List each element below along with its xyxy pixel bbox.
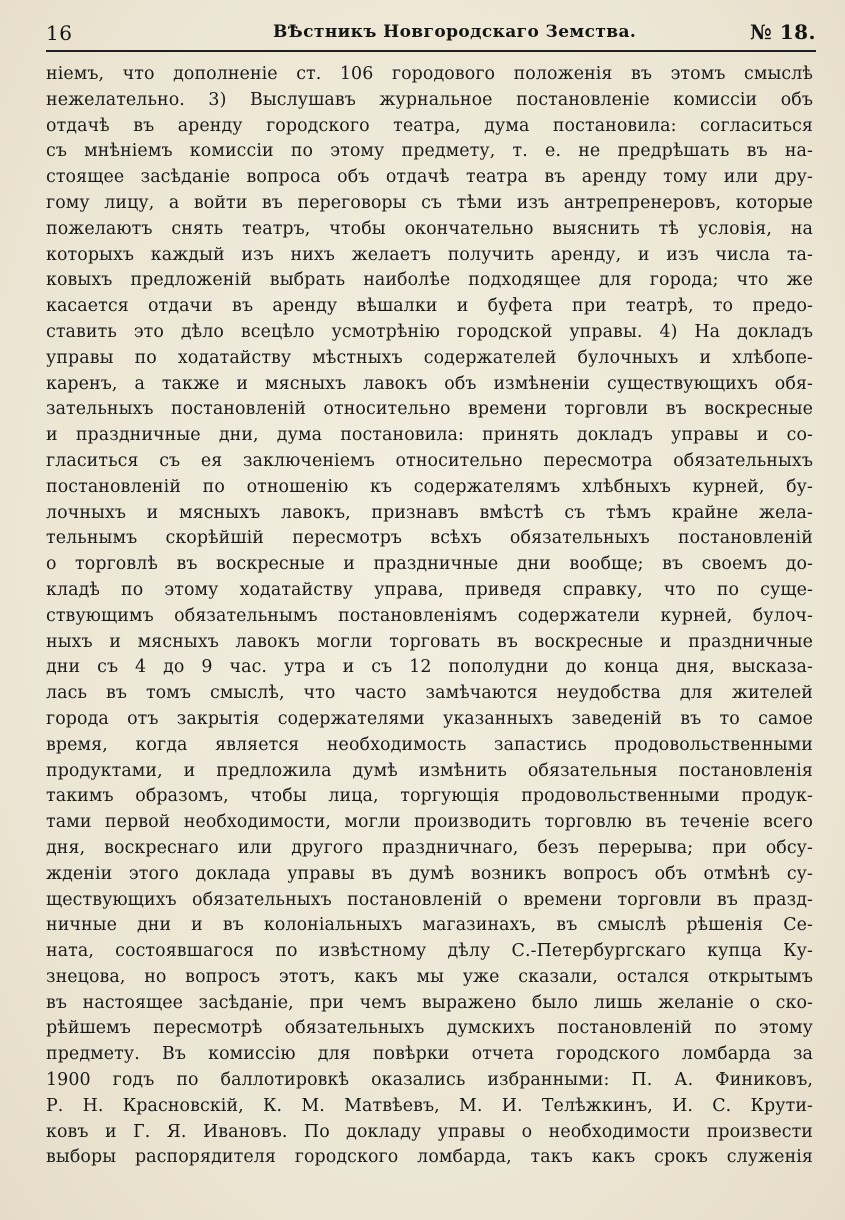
text-line: ковъ и Г. Я. Ивановъ. По докладу управы о необходимости произвести (46, 1121, 813, 1142)
text-line: ствующимъ обязательнымъ постановленіямъ содержатели курней, булоч- (46, 605, 813, 626)
text-line: управы по ходатайству мѣстныхъ содержателей булочныхъ и хлѣбопе- (46, 347, 813, 368)
text-line: ставить это дѣло всецѣло усмотрѣнію городской управы. 4) На докладъ (46, 321, 813, 342)
text-line: ніемъ, что дополненіе ст. 106 городового положенія въ этомъ смыслѣ (46, 64, 813, 84)
text-line: ната, состоявшагося по извѣстному дѣлу С.-Петербургскаго купца Ку- (46, 941, 813, 962)
text-line: каренъ, а также и мясныхъ лавокъ объ измѣненіи существующихъ обя- (46, 373, 813, 394)
text-line: ществующихъ обязательныхъ постановленій о времени торговли въ празд- (46, 889, 813, 910)
issue-number: № 18. (750, 20, 816, 44)
text-line: Р. Н. Красновскій, К. М. Матвѣевъ, М. И. Телѣжкинъ, И. С. Крути- (46, 1095, 813, 1116)
text-line: отдачѣ въ аренду городского театра, дума постановила: согласиться (46, 115, 813, 136)
text-line: въ настоящее засѣданіе, при чемъ выражено было лишь желаніе о ско- (46, 992, 813, 1013)
text-line: такимъ образомъ, чтобы лица, торгующія продовольственными продук- (46, 786, 813, 807)
text-line: продуктами, и предложила думѣ измѣнить обязательныя постановленія (46, 760, 813, 781)
text-line: о торговлѣ въ воскресные и праздничные дни вообще; въ своемъ до- (46, 554, 813, 575)
running-header (46, 20, 816, 52)
text-line: нежелательно. 3) Выслушавъ журнальное постановленіе комиссіи объ (46, 89, 813, 110)
text-line: ничные дни и въ колоніальныхъ магазинахъ, въ смыслѣ рѣшенія Се- (46, 915, 813, 936)
text-line: постановленій по отношенію къ содержателямъ хлѣбныхъ курней, бу- (46, 476, 813, 497)
text-line: дни съ 4 до 9 час. утра и съ 12 пополудни до конца дня, высказа- (46, 657, 813, 678)
text-line: гласиться съ ея заключеніемъ относительно пересмотра обязательныхъ (46, 450, 813, 471)
journal-title: ВѢстникъ Новгородскаго Земства. (273, 22, 637, 42)
text-line: тами первой необходимости, могли производить торговлю въ теченіе всего (46, 812, 813, 833)
text-line: лочныхъ и мясныхъ лавокъ, признавъ вмѣстѣ съ тѣмъ крайне жела- (46, 502, 813, 523)
text-line: касается отдачи въ аренду вѣшалки и буфета при театрѣ, то предо- (46, 296, 813, 317)
text-line: кладѣ по этому ходатайству управа, приведя справку, что по суще- (46, 579, 813, 600)
text-line: выборы распорядителя городского ломбарда, такъ какъ срокъ служенія (46, 1147, 813, 1168)
text-line: 1900 годъ по баллотировкѣ оказались избранными: П. А. Финиковъ, (46, 1070, 813, 1091)
body-text (46, 62, 813, 1171)
page-number: 16 (46, 21, 73, 45)
text-line: которыхъ каждый изъ нихъ желаетъ получить аренду, и изъ числа та- (46, 244, 813, 265)
text-line: стоящее засѣданіе вопроса объ отдачѣ театра въ аренду тому или дру- (46, 167, 813, 188)
text-line: предмету. Въ комиссію для повѣрки отчета городского ломбарда за (46, 1044, 813, 1065)
text-line: съ мнѣніемъ комиссіи по этому предмету, т. е. не предрѣшать въ на- (46, 141, 813, 162)
text-line: время, когда является необходимость запастись продовольственными (46, 734, 813, 755)
text-line: города отъ закрытія содержателями указанныхъ заведеній въ то самое (46, 708, 813, 729)
text-line: зательныхъ постановленій относительно времени торговли въ воскресные (46, 399, 813, 420)
text-line: знецова, но вопросъ этотъ, какъ мы уже сказали, остался открытымъ (46, 966, 813, 987)
text-line: и праздничные дни, дума постановила: принять докладъ управы и со- (46, 425, 813, 446)
text-line: дня, воскреснаго или другого праздничнаго, безъ перерыва; при обсу- (46, 837, 813, 858)
text-line: ковыхъ предложеній выбрать наиболѣе подходящее для города; что же (46, 270, 813, 291)
text-line: рѣйшемъ пересмотрѣ обязательныхъ думскихъ постановленій по этому (46, 1018, 813, 1039)
text-line: гому лицу, а войти въ переговоры съ тѣми изъ антрепренеровъ, которые (46, 192, 813, 213)
text-line: лась въ томъ смыслѣ, что часто замѣчаются неудобства для жителей (46, 683, 813, 704)
text-line: пожелаютъ снять театръ, чтобы окончательно выяснить тѣ условія, на (46, 218, 813, 239)
text-line: ныхъ и мясныхъ лавокъ могли торговать въ воскресные и праздничные (46, 631, 813, 652)
text-line: тельнымъ скорѣйшій пересмотръ всѣхъ обязательныхъ постановленій (46, 528, 813, 549)
text-line: жденіи этого доклада управы въ думѣ возникъ вопросъ объ отмѣнѣ су- (46, 863, 813, 884)
